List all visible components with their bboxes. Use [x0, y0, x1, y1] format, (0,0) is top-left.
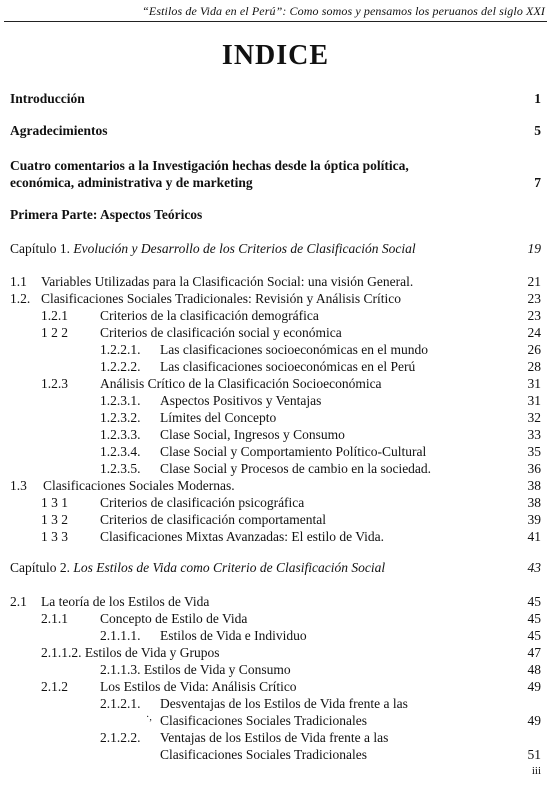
toc-entry-page: 38 — [527, 478, 541, 493]
toc-entry-page: 7 — [534, 175, 541, 190]
toc-entry-number: 1.1 — [10, 274, 27, 289]
toc-entry-page: 24 — [527, 325, 541, 340]
toc-entry-page: 39 — [527, 512, 541, 527]
toc-entry-page: 33 — [527, 427, 541, 442]
chapter-page: 43 — [527, 560, 541, 575]
toc-entry-number: 1.2.2.2. — [100, 359, 141, 374]
toc-entry-text: Los Estilos de Vida: Análisis Crítico — [100, 679, 297, 694]
toc-entry-page: 23 — [527, 291, 541, 306]
toc-entry — [0, 610, 551, 627]
chapter-label: Capítulo 2. — [10, 560, 70, 575]
toc-entry-page: 21 — [527, 274, 541, 289]
toc-entry-line — [0, 157, 551, 174]
toc-entry — [0, 494, 551, 511]
toc-entry-page: 35 — [527, 444, 541, 459]
toc-entry-page: 45 — [527, 611, 541, 626]
toc-entry-text: 2.1.1.2. Estilos de Vida y Grupos — [41, 645, 220, 660]
chapter-heading — [0, 240, 551, 257]
toc-entry-text: Las clasificaciones socioeconómicas en el Perú — [160, 359, 416, 374]
toc-entry — [0, 627, 551, 644]
toc-entry-line — [0, 729, 551, 746]
toc-entry-text: Variables Utilizadas para la Clasificación Social: una visión General. — [41, 274, 414, 289]
toc-entry-page: 48 — [527, 662, 541, 677]
toc-entry-text: económica, administrativa y de marketing — [10, 175, 253, 190]
toc-entry-page: 38 — [527, 495, 541, 510]
toc-entry-text: Clasificaciones Sociales Tradicionales — [160, 747, 367, 762]
toc-entry-text: Clasificaciones Sociales Tradicionales: Revisión y Análisis Crítico — [41, 291, 401, 306]
toc-entry-number: 1.2.3.3. — [100, 427, 141, 442]
chapter-label: Capítulo 1. — [10, 241, 70, 256]
chapter-title: Evolución y Desarrollo de los Criterios de Clasificación Social — [73, 241, 416, 256]
toc-entry — [0, 273, 551, 290]
toc-entry — [0, 746, 551, 763]
toc-entry — [0, 678, 551, 695]
toc-entry-text: La teoría de los Estilos de Vida — [41, 594, 210, 609]
toc-entry-page: 28 — [527, 359, 541, 374]
toc-entry-page: 26 — [527, 342, 541, 357]
toc-entry-text: Clasificaciones Sociales Tradicionales — [160, 713, 367, 728]
toc-entry-text: Desventajas de los Estilos de Vida frente a las — [160, 696, 408, 711]
toc-entry — [0, 460, 551, 477]
toc-entry-page: 36 — [527, 461, 541, 476]
toc-entry — [0, 661, 551, 678]
toc-entry-page: 31 — [527, 393, 541, 408]
toc-entry — [0, 392, 551, 409]
toc-entry-text: Criterios de clasificación social y económica — [100, 325, 342, 340]
toc-entry-text: Clasificaciones Mixtas Avanzadas: El estilo de Vida. — [100, 529, 384, 544]
toc-entry-text: Ventajas de los Estilos de Vida frente a las — [160, 730, 389, 745]
toc-entry-page: 5 — [534, 123, 541, 138]
toc-entry-text: Criterios de clasificación psicográfica — [100, 495, 305, 510]
toc-entry-page: 23 — [527, 308, 541, 323]
toc-entry-text: 2.1.1.3. Estilos de Vida y Consumo — [100, 662, 291, 677]
toc-entry-number: 1.2.3.1. — [100, 393, 141, 408]
chapter-title: Los Estilos de Vida como Criterio de Clasificación Social — [73, 560, 386, 575]
toc-entry — [0, 477, 551, 494]
toc-entry-number: 1 3 3 — [41, 529, 68, 544]
header-rule — [4, 21, 547, 22]
toc-entry — [0, 324, 551, 341]
chapter-heading — [0, 559, 551, 576]
toc-entry — [0, 174, 551, 191]
toc-entry-text: Introducción — [10, 91, 85, 106]
toc-entry-text: Criterios de la clasificación demográfica — [100, 308, 319, 323]
toc-entry-number: 2.1.2.2. — [100, 730, 141, 745]
toc-entry-page: 47 — [527, 645, 541, 660]
toc-entry-text: Clase Social y Procesos de cambio en la sociedad. — [160, 461, 432, 476]
toc-entry-number: 1.2.2.1. — [100, 342, 141, 357]
toc-entry-number: 1.2.1 — [41, 308, 68, 323]
toc-entry — [0, 90, 551, 107]
toc-entry-text: Aspectos Positivos y Ventajas — [160, 393, 322, 408]
toc-entry-number: 2.1.2.1. — [100, 696, 141, 711]
toc-entry-text: Clasificaciones Sociales Modernas. — [43, 478, 235, 493]
toc-entry — [0, 290, 551, 307]
toc-entry — [0, 375, 551, 392]
toc-entry — [0, 122, 551, 139]
toc-entry — [0, 307, 551, 324]
toc-entry-text: Clase Social y Comportamiento Político-Cultural — [160, 444, 427, 459]
toc-entry-number: 1.3 — [10, 478, 27, 493]
chapter-page: 19 — [527, 241, 541, 256]
toc-entry-number: 1.2.3.4. — [100, 444, 141, 459]
toc-entry — [0, 358, 551, 375]
toc-entry-text: Clase Social, Ingresos y Consumo — [160, 427, 345, 442]
toc-entry-number: 2.1 — [10, 594, 27, 609]
toc-entry — [0, 511, 551, 528]
toc-entry-page: 45 — [527, 594, 541, 609]
toc-entry — [0, 341, 551, 358]
toc-entry — [0, 528, 551, 545]
toc-entry-page: 49 — [527, 679, 541, 694]
toc-entry-number: 1.2. — [10, 291, 31, 306]
toc-entry-page: 41 — [527, 529, 541, 544]
toc-entry-text: Agradecimientos — [10, 123, 108, 138]
toc-entry-page: 1 — [534, 91, 541, 106]
toc-entry-text: Análisis Crítico de la Clasificación Socioeconómica — [100, 376, 382, 391]
part-heading-text: Primera Parte: Aspectos Teóricos — [10, 207, 203, 222]
toc-entry-text: Las clasificaciones socioeconómicas en el mundo — [160, 342, 429, 357]
toc-entry-page: 45 — [527, 628, 541, 643]
toc-entry-number: 1.2.3.2. — [100, 410, 141, 425]
toc-entry-line — [0, 695, 551, 712]
toc-entry-text: Cuatro comentarios a la Investigación hechas desde la óptica política, — [10, 158, 409, 173]
toc-entry-number: 1 3 1 — [41, 495, 68, 510]
toc-entry-text: Criterios de clasificación comportamental — [100, 512, 327, 527]
toc-entry-number: 1 2 2 — [41, 325, 68, 340]
toc-entry-text: Límites del Concepto — [160, 410, 277, 425]
toc-entry — [0, 426, 551, 443]
toc-entry-number: 2.1.1.1. — [100, 628, 141, 643]
toc-entry-number: 1 3 2 — [41, 512, 68, 527]
toc-entry-text: Estilos de Vida e Individuo — [160, 628, 307, 643]
running-header: “Estilos de Vida en el Perú”: Como somos y pensamos los peruanos del siglo XXI — [142, 4, 545, 18]
toc-entry — [0, 712, 551, 729]
toc-entry-number: 1.2.3.5. — [100, 461, 141, 476]
toc-entry-page: 51 — [527, 747, 541, 762]
toc-entry — [0, 443, 551, 460]
page-number: iii — [531, 765, 541, 777]
part-heading — [0, 206, 551, 223]
stray-mark: ·, — [146, 712, 152, 723]
toc-entry-number: 2.1.1 — [41, 611, 68, 626]
page-title: INDICE — [221, 40, 330, 71]
toc-entry — [0, 593, 551, 610]
toc-entry-page: 49 — [527, 713, 541, 728]
toc-entry-number: 2.1.2 — [41, 679, 68, 694]
toc-entry-page: 32 — [527, 410, 541, 425]
toc-entry — [0, 644, 551, 661]
toc-entry-page: 31 — [527, 376, 541, 391]
toc-entry — [0, 409, 551, 426]
toc-entry-text: Concepto de Estilo de Vida — [100, 611, 248, 626]
toc-entry-number: 1.2.3 — [41, 376, 68, 391]
